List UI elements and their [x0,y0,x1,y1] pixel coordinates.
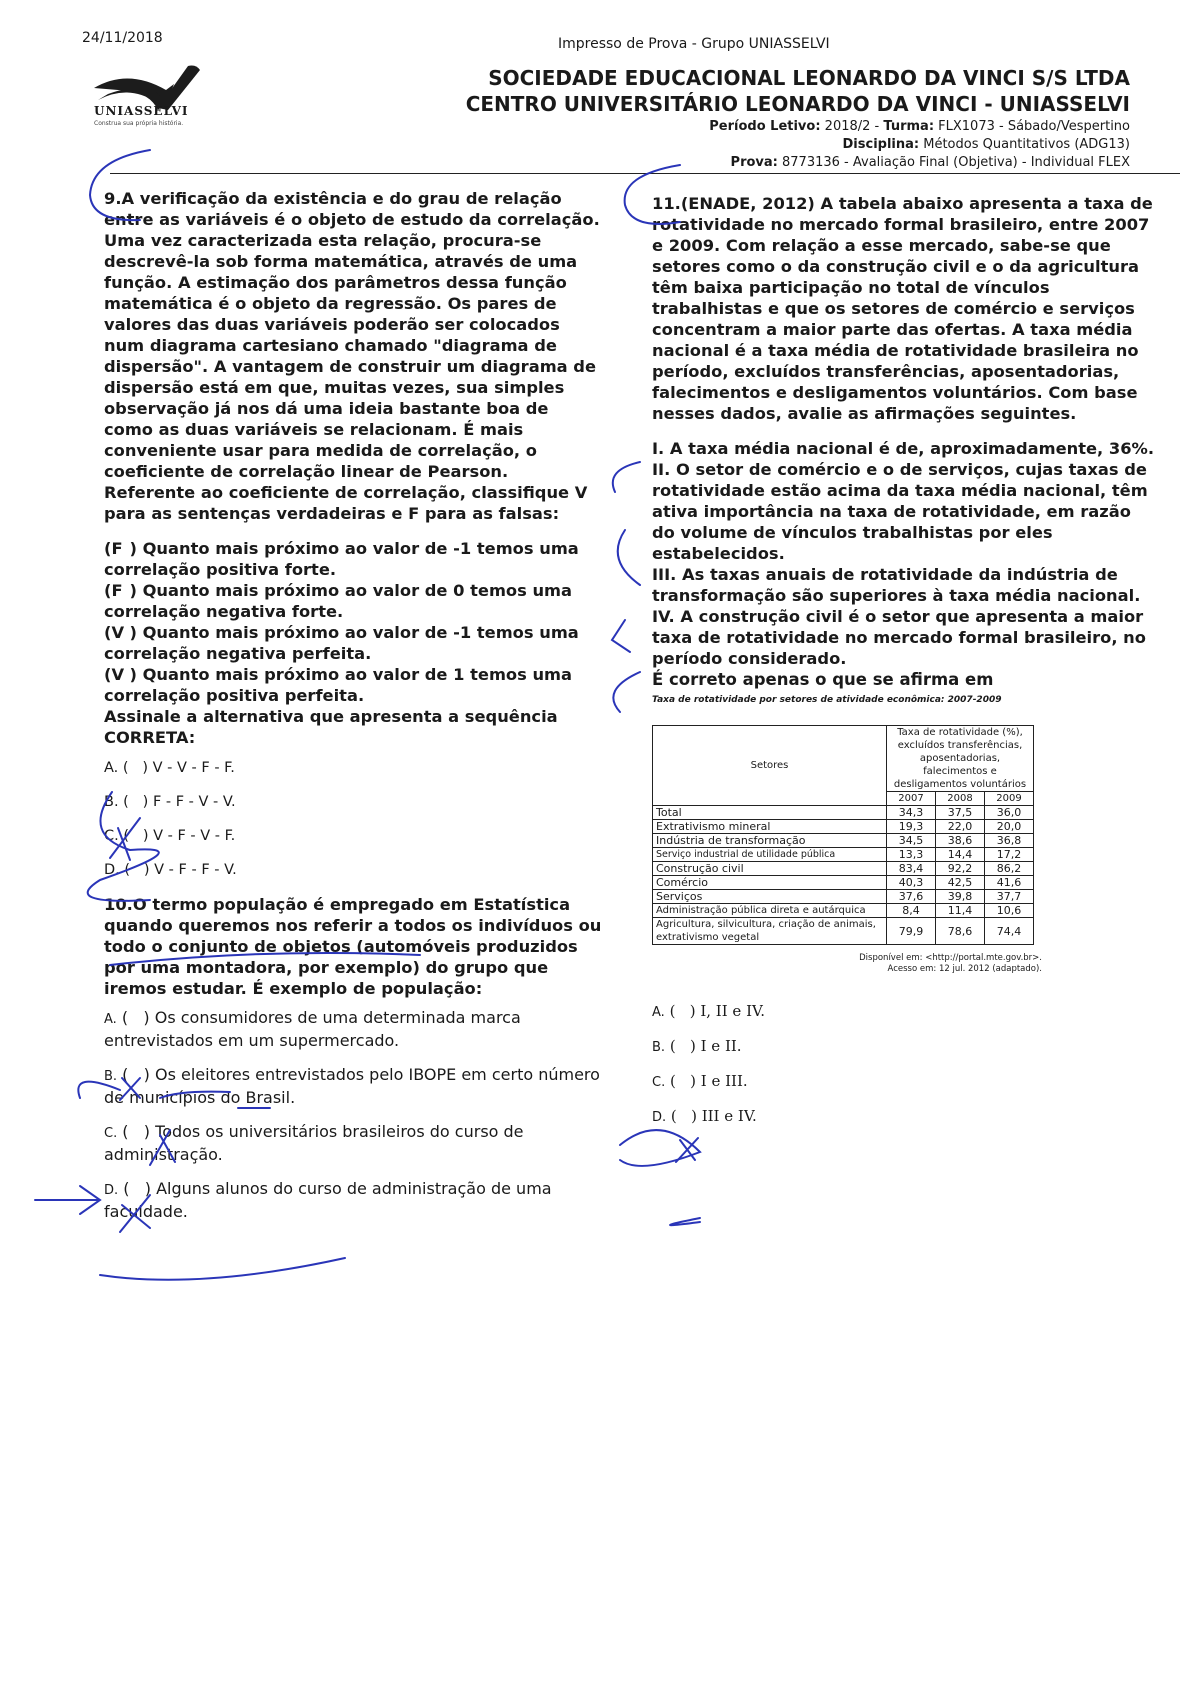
q9-mark-2: F [111,581,123,600]
table-row [653,834,1034,848]
q11-statement-2: II. O setor de comércio e o de serviços, cujas taxas de rotatividade estão acima da taxa média nacional, têm ativa importância na taxa de rotatividade, em razão do volume de vínculos trabalhistas por eles estabelecidos. [652,460,1148,563]
disciplina-label: Disciplina: [842,137,920,152]
org-line-1: SOCIEDADE EDUCACIONAL LEONARDO DA VINCI S/S LTDA [488,66,1130,90]
table-row [653,890,1034,904]
q9-option-b[interactable]: B. ( ) F - F - V - V. [104,794,236,810]
q9-mark-4: V [111,665,125,684]
option-text: F - F - V - V. [152,794,236,810]
col-sector-header: Setores [653,726,887,806]
sector-cell: Comércio [653,876,887,890]
year-header: 2008 [936,792,985,806]
q9-statement: (V ) Quanto mais próximo ao valor de -1 temos uma correlação negativa perfeita. [104,623,579,663]
option-letter: D. [652,1110,667,1125]
option-text: V - F - F - V. [154,862,237,878]
q10-options [104,1007,602,1222]
q9-text: 9.A verificação da existência e do grau de relação entre as variáveis é o objeto de estudo da correlação. Uma vez caracterizada esta relação, procura-se descrevê-la sob forma matemática, através de uma função. A estimação dos parâmetros dessa função matemática é o objeto da regressão. Os pares de valores das duas variáveis poderão ser colocados num diagrama cartesiano chamado "diagrama de dispersão". A vantagem de construir um diagrama de dispersão está em que, muitas vezes, sua simples observação já nos dá uma ideia bastante boa de como as duas variáveis se relacionam. É mais conveniente usar para medida de correlação, o coeficiente de correlação linear de Pearson. Referente ao coeficiente de correlação, classifique V para as sentenças verdadeiras e F para as falsas: [104,189,600,523]
table-title: Taxa de rotatividade por setores de atividade econômica: 2007-2009 [652,695,1002,705]
option-text: V - V - F - F. [152,760,235,776]
q11-option-c[interactable]: C. ( ) I e III. [652,1072,748,1090]
right-column [652,193,1156,1141]
printed-by: Impresso de Prova - Grupo UNIASSELVI [558,36,830,52]
q11-option-b[interactable]: B. ( ) I e II. [652,1037,742,1055]
value-cell: 20,0 [985,820,1034,834]
value-cell: 10,6 [985,904,1034,918]
table-header-row [653,726,1034,792]
q9-statement-text: Quanto mais próximo ao valor de -1 temos uma correlação negativa perfeita. [104,623,579,663]
disciplina-value: Métodos Quantitativos (ADG13) [923,137,1130,152]
prova-value: 8773136 - Avaliação Final (Objetiva) - Individual FLEX [782,155,1130,170]
q11-statement-1: I. A taxa média nacional é de, aproximadamente, 36%. [652,439,1155,458]
value-cell: 37,5 [936,806,985,820]
periodo-line: Período Letivo: 2018/2 - Turma: FLX1073 - Sábado/Vespertino [709,119,1130,134]
table-row [653,848,1034,862]
q9-statement: (F ) Quanto mais próximo ao valor de 0 temos uma correlação negativa forte. [104,581,573,621]
sector-cell: Total [653,806,887,820]
disciplina-line [843,137,1130,152]
logo-name: UNIASSELVI [94,104,189,118]
turma-value: FLX1073 - Sábado/Vespertino [938,119,1130,134]
sector-cell: Extrativismo mineral [653,820,887,834]
q11-statement-4: IV. A construção civil é o setor que apresenta a maior taxa de rotatividade no mercado formal brasileiro, no período considerado. [652,607,1146,668]
q9-mark-1: F [111,539,123,558]
q11-options [652,1001,1156,1141]
table-row [653,904,1034,918]
org-line-2: CENTRO UNIVERSITÁRIO LEONARDO DA VINCI - UNIASSELVI [465,92,1130,116]
year-header: 2007 [887,792,936,806]
option-letter: C. [652,1075,666,1090]
q9-option-c[interactable]: C. ( ) V - F - V - F. [104,828,236,844]
sector-cell: Indústria de transformação [653,834,887,848]
table-row [653,876,1034,890]
q9-instruction: Assinale a alternativa que apresenta a sequência CORRETA: [104,707,558,747]
q11-statements [652,438,1156,669]
q11-option-a[interactable]: A. ( ) I, II e IV. [652,1002,765,1020]
value-cell: 40,3 [887,876,936,890]
source-line-1: Disponível em: <http://portal.mte.gov.br>. [859,953,1042,963]
q10-option-c[interactable]: C. ( ) Todos os universitários brasileiros do curso de administração. [104,1122,524,1164]
header-divider [110,173,1180,174]
value-cell: 19,3 [887,820,936,834]
value-cell: 11,4 [936,904,985,918]
sector-cell: Agricultura, silvicultura, criação de animais, extrativismo vegetal [653,918,887,945]
value-cell: 17,2 [985,848,1034,862]
value-cell: 34,5 [887,834,936,848]
value-cell: 42,5 [936,876,985,890]
option-letter: B. [104,1069,118,1084]
option-text: III e IV. [701,1107,757,1125]
option-letter: D. [104,862,120,878]
option-letter: D. [104,1183,119,1198]
left-column [104,188,602,1235]
q11-text: 11.(ENADE, 2012) A tabela abaixo apresenta a taxa de rotatividade no mercado formal brasileiro, entre 2007 e 2009. Com relação a esse mercado, sabe-se que setores como o da construção civil e o da agricultura têm baixa participação no total de vínculos trabalhistas e que os setores de comércio e serviços concentram a maior parte das ofertas. A taxa média nacional é a taxa média de rotatividade brasileira no período, excluídos transferências, aposentadorias, falecimentos e desligamentos voluntários. Com base nesses dados, avalie as afirmações seguintes. [652,194,1153,423]
value-cell: 78,6 [936,918,985,945]
option-text: I, II e IV. [700,1002,765,1020]
option-text: I e II. [700,1037,742,1055]
option-text: Todos os universitários brasileiros do curso de administração. [104,1122,524,1164]
value-cell: 36,0 [985,806,1034,820]
sector-cell: Construção civil [653,862,887,876]
q9-statement-text: Quanto mais próximo ao valor de -1 temos uma correlação positiva forte. [104,539,579,579]
table-row [653,806,1034,820]
option-letter: A. [104,760,119,776]
logo-tagline: Construa sua própria história. [94,120,184,127]
value-cell: 92,2 [936,862,985,876]
q10-option-a[interactable]: A. ( ) Os consumidores de uma determinada marca entrevistados em um supermercado. [104,1008,521,1050]
value-cell: 37,6 [887,890,936,904]
q9-statement: (V ) Quanto mais próximo ao valor de 1 temos uma correlação positiva perfeita. [104,665,573,705]
value-cell: 79,9 [887,918,936,945]
table-row [653,918,1034,945]
periodo-label: Período Letivo: [709,119,821,134]
q10-text: 10.O termo população é empregado em Estatística quando queremos nos referir a todos os indivíduos ou todo o conjunto de objetos (automóveis produzidos por uma montadora, por exemplo) do grupo que iremos estudar. É exemplo de população: [104,895,602,998]
sector-cell: Administração pública direta e autárquica [653,904,887,918]
value-cell: 34,3 [887,806,936,820]
option-letter: A. [104,1012,117,1027]
value-cell: 8,4 [887,904,936,918]
option-letter: B. [104,794,119,810]
q9-mark-3: V [111,623,125,642]
value-cell: 38,6 [936,834,985,848]
prova-line [731,155,1130,170]
value-cell: 13,3 [887,848,936,862]
periodo-value: 2018/2 [824,119,871,134]
option-letter: A. [652,1005,665,1020]
sector-cell: Serviço industrial de utilidade pública [653,848,887,862]
option-letter: C. [104,828,119,844]
year-header: 2009 [985,792,1034,806]
source-line-2: Acesso em: 12 jul. 2012 (adaptado). [887,964,1042,974]
option-text: Os consumidores de uma determinada marca entrevistados em um supermercado. [104,1008,521,1050]
q11-option-d[interactable]: D. ( ) III e IV. [652,1107,757,1125]
sector-cell: Serviços [653,890,887,904]
q11-lead: É correto apenas o que se afirma em [652,670,994,689]
rotatividade-table [652,725,1034,945]
value-cell: 74,4 [985,918,1034,945]
q9-option-a[interactable]: A. ( ) V - V - F - F. [104,760,235,776]
option-text: Alguns alunos do curso de administração de uma faculdade. [104,1179,552,1221]
prova-label: Prova: [730,155,778,170]
q9-statement: (F ) Quanto mais próximo ao valor de -1 temos uma correlação positiva forte. [104,539,579,579]
q9-options [104,758,602,894]
col-group-header: Taxa de rotatividade (%), excluídos transferências, aposentadorias, falecimentos e desligamentos voluntários [887,726,1034,792]
option-letter: B. [652,1040,666,1055]
value-cell: 41,6 [985,876,1034,890]
q9-statement-text: Quanto mais próximo ao valor de 1 temos uma correlação positiva perfeita. [104,665,573,705]
option-text: V - F - V - F. [153,828,236,844]
value-cell: 39,8 [936,890,985,904]
q10-option-b[interactable]: B. ( ) Os eleitores entrevistados pelo IBOPE em certo número de municípios do Brasil. [104,1065,600,1107]
print-date: 24/11/2018 [82,30,163,46]
table-row [653,820,1034,834]
value-cell: 37,7 [985,890,1034,904]
turma-label: Turma: [883,119,935,134]
table-row [653,862,1034,876]
q9-statement-text: Quanto mais próximo ao valor de 0 temos uma correlação negativa forte. [104,581,573,621]
q9-statements [104,538,602,706]
q10-option-d[interactable]: D. ( ) Alguns alunos do curso de administração de uma faculdade. [104,1179,552,1221]
value-cell: 36,8 [985,834,1034,848]
value-cell: 14,4 [936,848,985,862]
option-text: I e III. [700,1072,748,1090]
q11-statement-3: III. As taxas anuais de rotatividade da indústria de transformação são superiores à taxa média nacional. [652,565,1141,605]
option-text: Os eleitores entrevistados pelo IBOPE em certo número de municípios do Brasil. [104,1065,600,1107]
q9-option-d[interactable]: D. ( ) V - F - F - V. [104,862,237,878]
value-cell: 22,0 [936,820,985,834]
table-source [652,953,1042,975]
option-letter: C. [104,1126,118,1141]
value-cell: 86,2 [985,862,1034,876]
value-cell: 83,4 [887,862,936,876]
